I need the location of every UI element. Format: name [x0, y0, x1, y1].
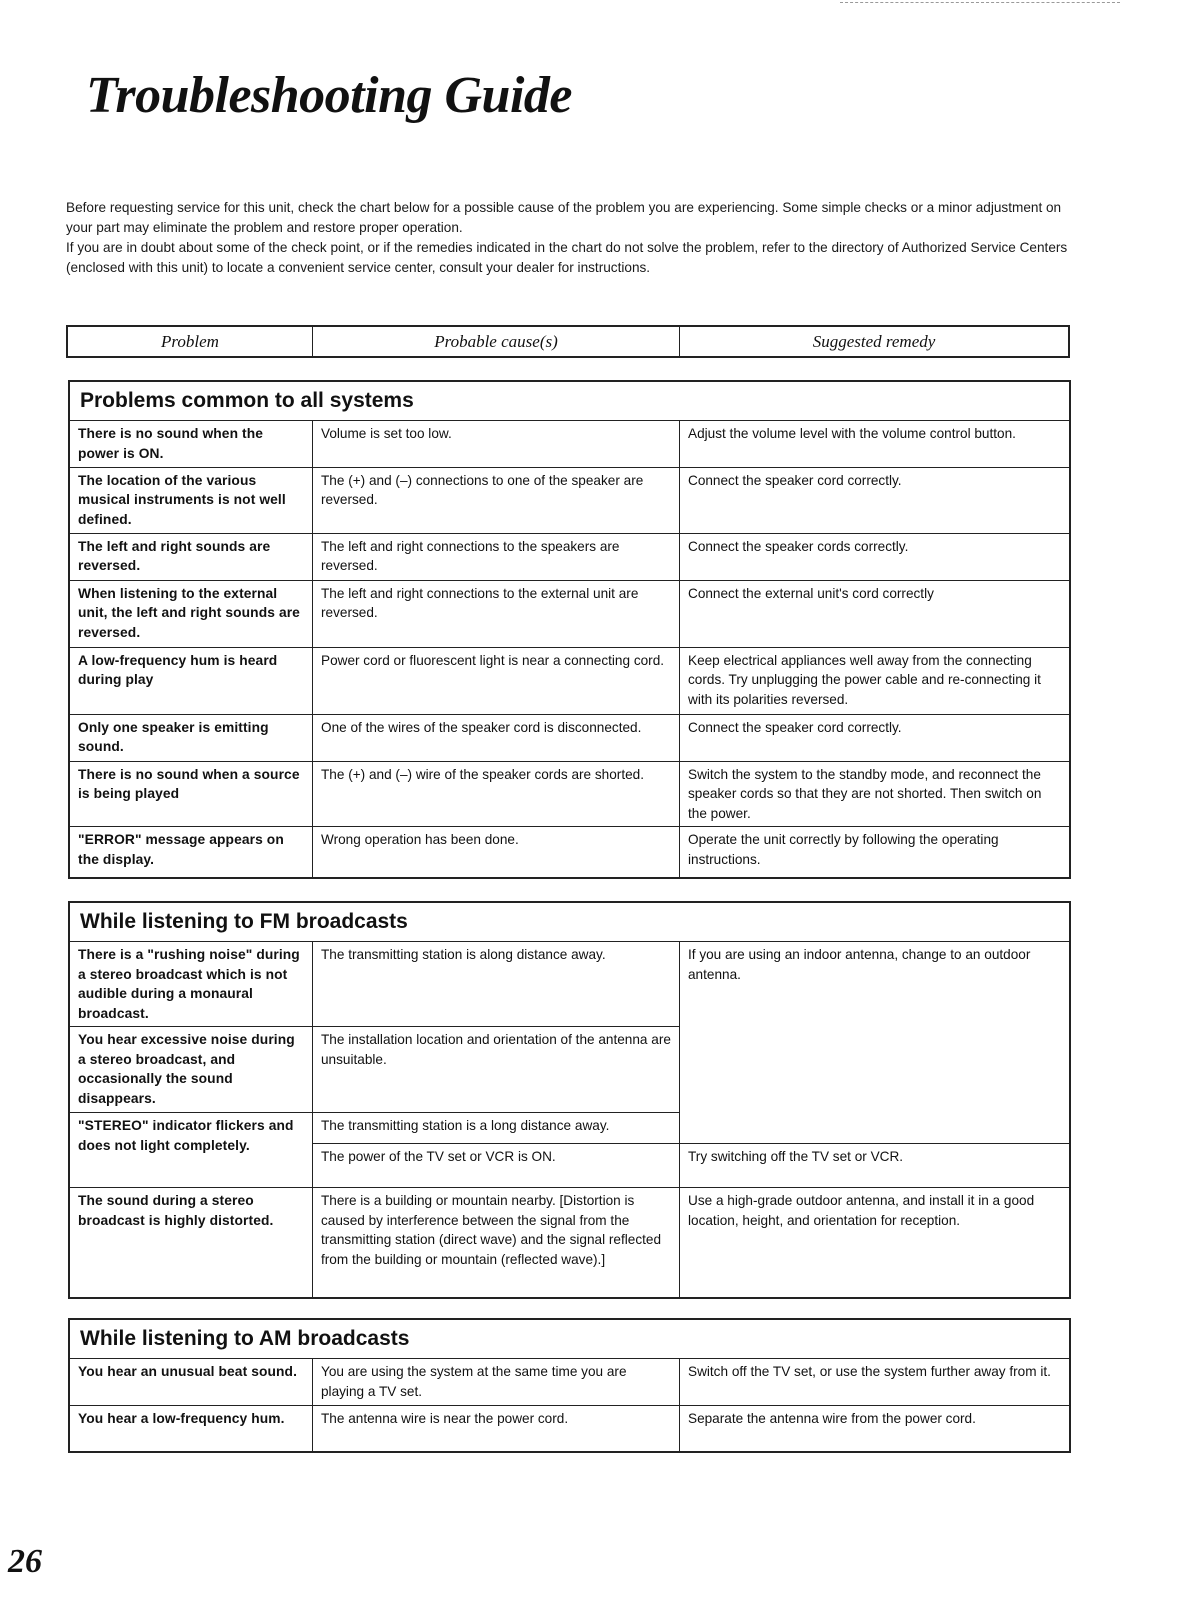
troubleshooting-table: [70, 942, 1069, 1297]
section-title: While listening to AM broadcasts: [70, 1320, 1069, 1359]
problem-cell: The left and right sounds are reversed.: [70, 533, 313, 580]
cause-cell: The antenna wire is near the power cord.: [313, 1405, 680, 1451]
troubleshooting-table: [70, 421, 1069, 877]
remedy-cell: Use a high-grade outdoor antenna, and install it in a good location, height, and orientation for reception.: [680, 1188, 1070, 1297]
problem-cell: You hear a low-frequency hum.: [70, 1405, 313, 1451]
remedy-cell: Switch off the TV set, or use the system further away from it.: [680, 1359, 1070, 1405]
section-title: While listening to FM broadcasts: [70, 903, 1069, 942]
cause-cell: Power cord or fluorescent light is near a connecting cord.: [313, 647, 680, 714]
table-row: [70, 942, 1069, 1027]
troubleshooting-table: [70, 1359, 1069, 1451]
cause-cell: Volume is set too low.: [313, 421, 680, 467]
problem-cell: There is no sound when the power is ON.: [78, 426, 264, 461]
cause-cell: The left and right connections to the external unit are reversed.: [313, 580, 680, 647]
column-header-cause: Probable cause(s): [313, 327, 680, 356]
remedy-cell: If you are using an indoor antenna, change to an outdoor antenna.: [680, 942, 1070, 1144]
intro-paragraph-2: If you are in doubt about some of the check point, or if the remedies indicated in the chart do not solve the problem, refer to the directory of Authorized Service Centers (enclosed with this unit) to locate a convenient service center, consult your dealer for instructions.: [66, 240, 1068, 275]
table-row: [70, 580, 1069, 647]
table-row: [70, 1359, 1069, 1405]
table-row: [70, 761, 1069, 827]
problem-cell: "STEREO" indicator flickers and does not light completely.: [70, 1113, 313, 1188]
remedy-cell: Connect the speaker cord correctly.: [680, 467, 1070, 533]
cause-cell: There is a building or mountain nearby. [Distortion is caused by interference between the signal from the transmitting station (direct wave) and the signal reflected from the building or mountain (reflected wave).]: [313, 1188, 680, 1297]
table-row: [70, 467, 1069, 533]
cause-cell: You are using the system at the same time you are playing a TV set.: [313, 1359, 680, 1405]
table-row: [70, 1188, 1069, 1297]
table-row: [70, 1405, 1069, 1451]
intro-paragraph-1: Before requesting service for this unit, check the chart below for a possible cause of the problem you are experiencing. Some simple checks or a minor adjustment on your part may eliminate the problem and restore proper operation.: [66, 200, 1062, 235]
problem-cell: "ERROR" message appears on the display.: [70, 827, 313, 877]
cause-cell: The transmitting station is a long distance away.: [313, 1113, 680, 1144]
problem-cell: There is no sound when a source is being played: [70, 761, 313, 827]
remedy-cell: Keep electrical appliances well away from the connecting cords. Try unplugging the power cable and re-connecting it with its polarities reversed.: [680, 647, 1070, 714]
remedy-cell: Try switching off the TV set or VCR.: [680, 1144, 1070, 1188]
table-row: [70, 533, 1069, 580]
cause-cell: The power of the TV set or VCR is ON.: [313, 1144, 680, 1188]
section-am-broadcasts: [68, 1318, 1071, 1453]
table-row: [70, 421, 1069, 467]
remedy-cell: Switch the system to the standby mode, and reconnect the speaker cords so that they are not shorted. Then switch on the power.: [680, 761, 1070, 827]
page-title: Troubleshooting Guide: [86, 67, 572, 124]
cause-cell: One of the wires of the speaker cord is disconnected.: [313, 714, 680, 761]
problem-cell: You hear excessive noise during a stereo broadcast, and occasionally the sound disappears.: [70, 1027, 313, 1113]
intro-text: [66, 198, 1072, 278]
problem-cell: There is a "rushing noise" during a stereo broadcast which is not audible during a monaural broadcast.: [78, 947, 300, 1021]
problem-cell: The sound during a stereo broadcast is highly distorted.: [70, 1188, 313, 1297]
problem-cell: You hear an unusual beat sound.: [78, 1364, 298, 1379]
cause-cell: The left and right connections to the speakers are reversed.: [313, 533, 680, 580]
scan-edge-line: [840, 2, 1120, 3]
cause-cell: The (+) and (–) wire of the speaker cords are shorted.: [313, 761, 680, 827]
remedy-cell: Separate the antenna wire from the power cord.: [680, 1405, 1070, 1451]
column-header-remedy: Suggested remedy: [812, 332, 936, 351]
section-title: Problems common to all systems: [70, 382, 1069, 421]
section-fm-broadcasts: [68, 901, 1071, 1299]
section-common-problems: [68, 380, 1071, 879]
table-row: [70, 827, 1069, 877]
remedy-cell: Operate the unit correctly by following the operating instructions.: [680, 827, 1070, 877]
remedy-cell: Connect the external unit's cord correctly: [680, 580, 1070, 647]
problem-cell: When listening to the external unit, the left and right sounds are reversed.: [70, 580, 313, 647]
problem-cell: A low-frequency hum is heard during play: [70, 647, 313, 714]
column-header-row: [66, 325, 1070, 358]
cause-cell: The installation location and orientation of the antenna are unsuitable.: [313, 1027, 680, 1113]
cause-cell: The transmitting station is along distance away.: [313, 942, 680, 1027]
column-header-problem: Problem: [68, 327, 313, 356]
remedy-cell: Adjust the volume level with the volume control button.: [680, 421, 1070, 467]
problem-cell: The location of the various musical instruments is not well defined.: [70, 467, 313, 533]
remedy-cell: Connect the speaker cord correctly.: [680, 714, 1070, 761]
remedy-cell: Connect the speaker cords correctly.: [680, 533, 1070, 580]
page-number: 26: [8, 1543, 42, 1580]
table-row: [70, 714, 1069, 761]
cause-cell: Wrong operation has been done.: [313, 827, 680, 877]
table-row: [70, 647, 1069, 714]
cause-cell: The (+) and (–) connections to one of the speaker are reversed.: [313, 467, 680, 533]
problem-cell: Only one speaker is emitting sound.: [70, 714, 313, 761]
